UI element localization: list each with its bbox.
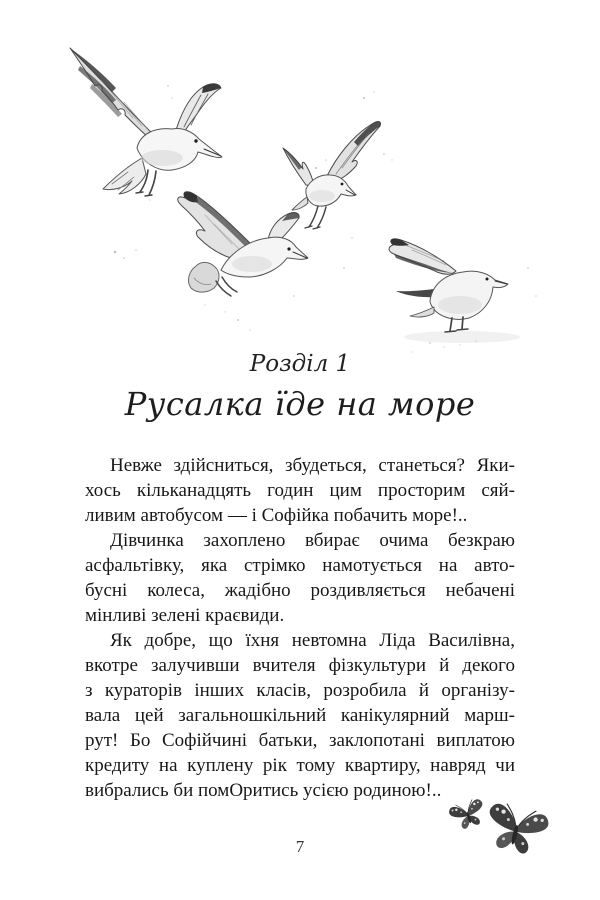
paragraph [85, 453, 515, 528]
body-text-line: рут! Бо Софійчині батьки, заклопотані виплатою [85, 730, 515, 751]
seagull-icon [283, 122, 381, 229]
body-text-line: Як добре, що їхня невтомна Ліда Василівна, [110, 630, 515, 651]
paragraph [85, 628, 515, 803]
body-text-line: асфальтівку, яка стрімко намотується на авто- [85, 555, 515, 576]
chapter-title: Русалка їде на море [124, 385, 476, 423]
seagull-icon [70, 48, 222, 196]
chapter-label: Розділ 1 [249, 351, 351, 377]
body-text-line: хось кільканадцять годин цим просторим сяй- [85, 480, 515, 501]
seagull-icon [178, 192, 308, 296]
body-text-line: вала цей загальношкільний канікулярний марш- [85, 705, 515, 726]
body-text [85, 453, 515, 803]
body-text-line: з кураторів інших класів, розробила й організу- [85, 680, 515, 701]
paragraph [85, 528, 515, 628]
body-text-line: вкотре залучивши вчителя фізкультури й декого [85, 655, 515, 676]
body-text-line: Невже здійсниться, збудеться, станеться? Яки- [110, 455, 515, 476]
page-number: 7 [295, 837, 305, 856]
body-text-line: бусні колеса, жадібно роздивляється небачені [85, 580, 515, 601]
body-text-line: мінливі зелені краєвиди. [85, 605, 285, 626]
body-text-line: Дівчинка захоплено вбирає очима безкраю [110, 530, 515, 551]
speckles [114, 85, 537, 353]
seagull-icon [389, 239, 520, 343]
body-text-line: кредиту на куплену рік тому квартиру, навряд чи [85, 755, 515, 776]
body-text-line: ливим автобусом — і Софійка побачить море!.. [85, 505, 468, 526]
body-text-line: вибрались би помОритись усією родиною!.. [85, 780, 442, 801]
